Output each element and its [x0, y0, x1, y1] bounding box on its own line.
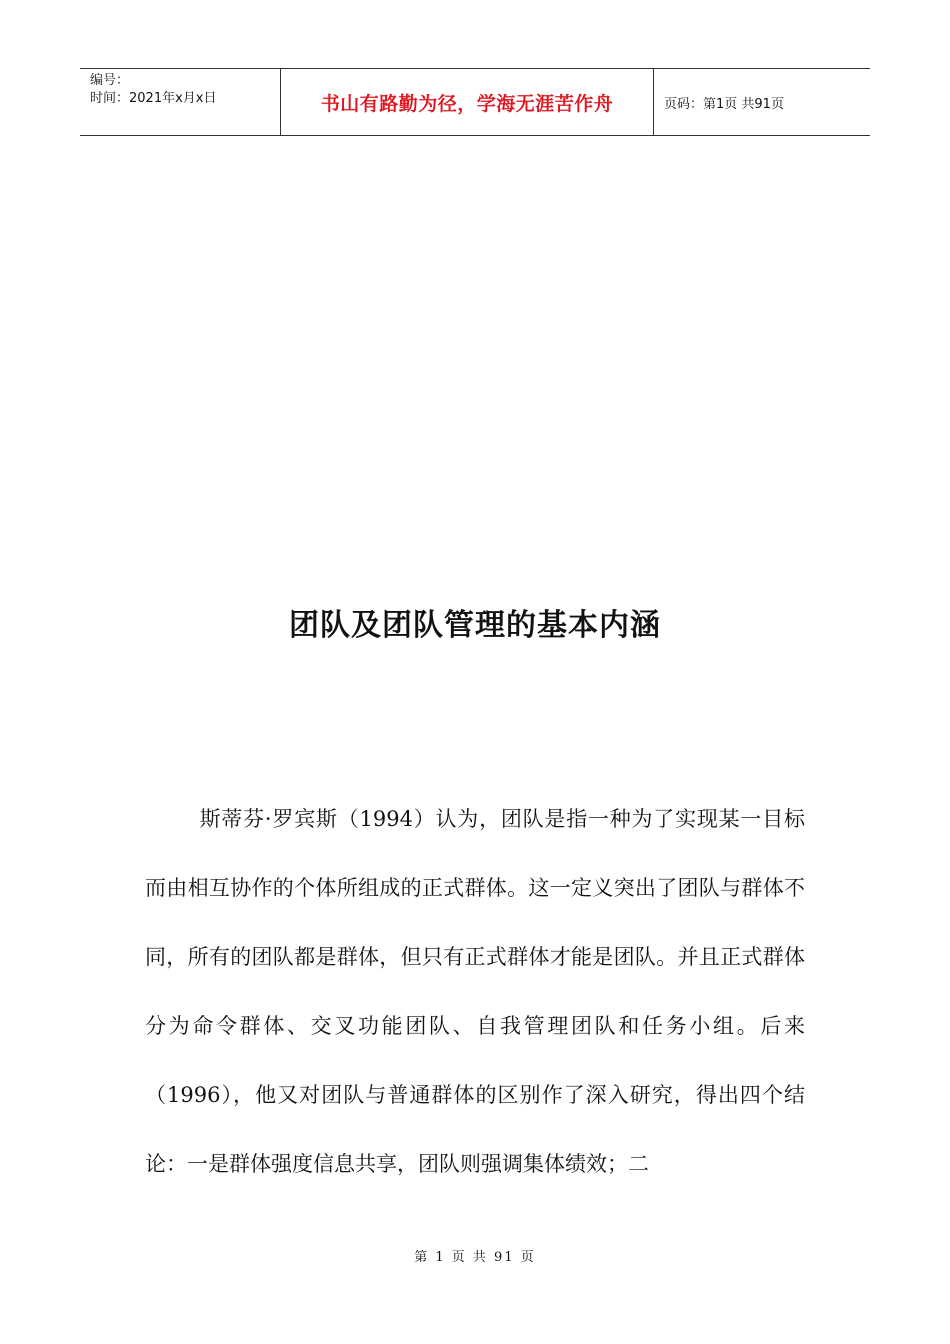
page-footer: 第 1 页 共 91 页 — [414, 1250, 536, 1265]
number-label: 编号： — [90, 73, 130, 88]
time-label: 时间：2021年x月x日 — [90, 91, 217, 106]
header-page-info: 页码：第1页 共91页 — [664, 96, 784, 112]
page-header — [80, 68, 870, 136]
document-title: 团队及团队管理的基本内涵 — [289, 608, 661, 643]
header-motto: 书山有路勤为径，学海无涯苦作舟 — [281, 69, 654, 135]
body-paragraph: 斯蒂芬·罗宾斯（1994）认为，团队是指一种为了实现某一目标而由相互协作的个体所组成的正式群体。这一定义突出了团队与群体不同，所有的团队都是群体，但只有正式群体才能是团队。并且正式群体分为命令群体、交叉功能团队、自我管理团队和任务小组。后来（1996），他又对团队与普通群体的区别作了深入研究，得出四个结论：一是群体强度信息共享，团队则强调集体绩效；二 — [145, 807, 805, 1176]
header-meta-cell — [80, 69, 281, 135]
